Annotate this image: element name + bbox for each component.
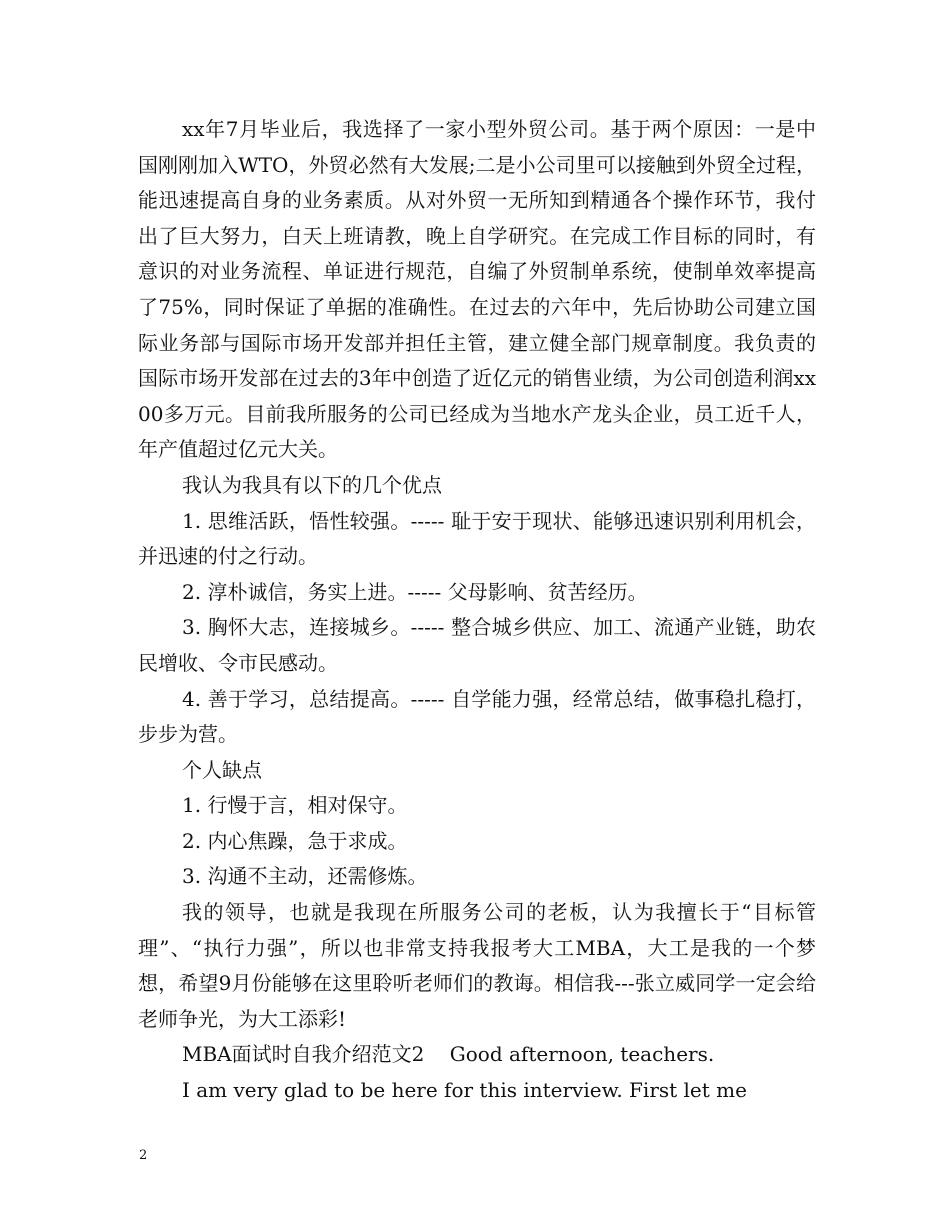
paragraph-weakness-3: 3. 沟通不主动，还需修炼。 bbox=[182, 864, 428, 889]
paragraph-sample-2-title: MBA面试时自我介绍范文2 Good afternoon, teachers. bbox=[182, 1042, 715, 1067]
paragraph-strength-2: 2. 淳朴诚信，务实上进。----- 父母影响、贫苦经历。 bbox=[182, 579, 648, 604]
document-body bbox=[138, 112, 816, 1109]
paragraph-english-intro: I am very glad to be here for this interview. First let me bbox=[182, 1078, 747, 1103]
paragraph-strength-3: 3. 胸怀大志，连接城乡。----- 整合城乡供应、加工、流通产业链，助农民增收、令市民感动。 bbox=[138, 615, 816, 675]
paragraph-strength-4: 4. 善于学习，总结提高。----- 自学能力强，经常总结，做事稳扎稳打，步步为营。 bbox=[138, 686, 816, 747]
paragraph-weakness-2: 2. 内心焦躁，急于求成。 bbox=[182, 828, 408, 853]
paragraph-weaknesses-heading: 个人缺点 bbox=[182, 757, 262, 782]
paragraph-leader-support: 我的领导，也就是我现在所服务公司的老板，认为我擅长于“目标管理”、“执行力强”，所以也非常支持我报考大工MBA，大工是我的一个梦想，希望9月份能够在这里聆听老师们的教诲。相信我---张立威同学一定会给老师争光，为大工添彩! bbox=[138, 900, 816, 1031]
paragraph-career-history: xx年7月毕业后，我选择了一家小型外贸公司。基于两个原因：一是中国刚刚加入WTO，外贸必然有大发展;二是小公司里可以接触到外贸全过程，能迅速提高自身的业务素质。从对外贸一无所知到精通各个操作环节，我付出了巨大努力，白天上班请教，晚上自学研究。在完成工作目标的同时，有意识的对业务流程、单证进行规范，自编了外贸制单系统，使制单效率提高了75%，同时保证了单据的准确性。在过去的六年中，先后协助公司建立国际业务部与国际市场开发部并担任主管，建立健全部门规章制度。我负责的国际市场开发部在过去的3年中创造了近亿元的销售业绩，为公司创造利润xx00多万元。目前我所服务的公司已经成为当地水产龙头企业，员工近千人，年产值超过亿元大关。 bbox=[138, 117, 816, 462]
paragraph-strengths-heading: 我认为我具有以下的几个优点 bbox=[182, 472, 442, 497]
paragraph-weakness-1: 1. 行慢于言，相对保守。 bbox=[182, 793, 408, 818]
paragraph-strength-1: 1. 思维活跃，悟性较强。----- 耻于安于现状、能够迅速识别利用机会，并迅速的付之行动。 bbox=[138, 508, 816, 569]
page-number: 2 bbox=[139, 1148, 148, 1163]
